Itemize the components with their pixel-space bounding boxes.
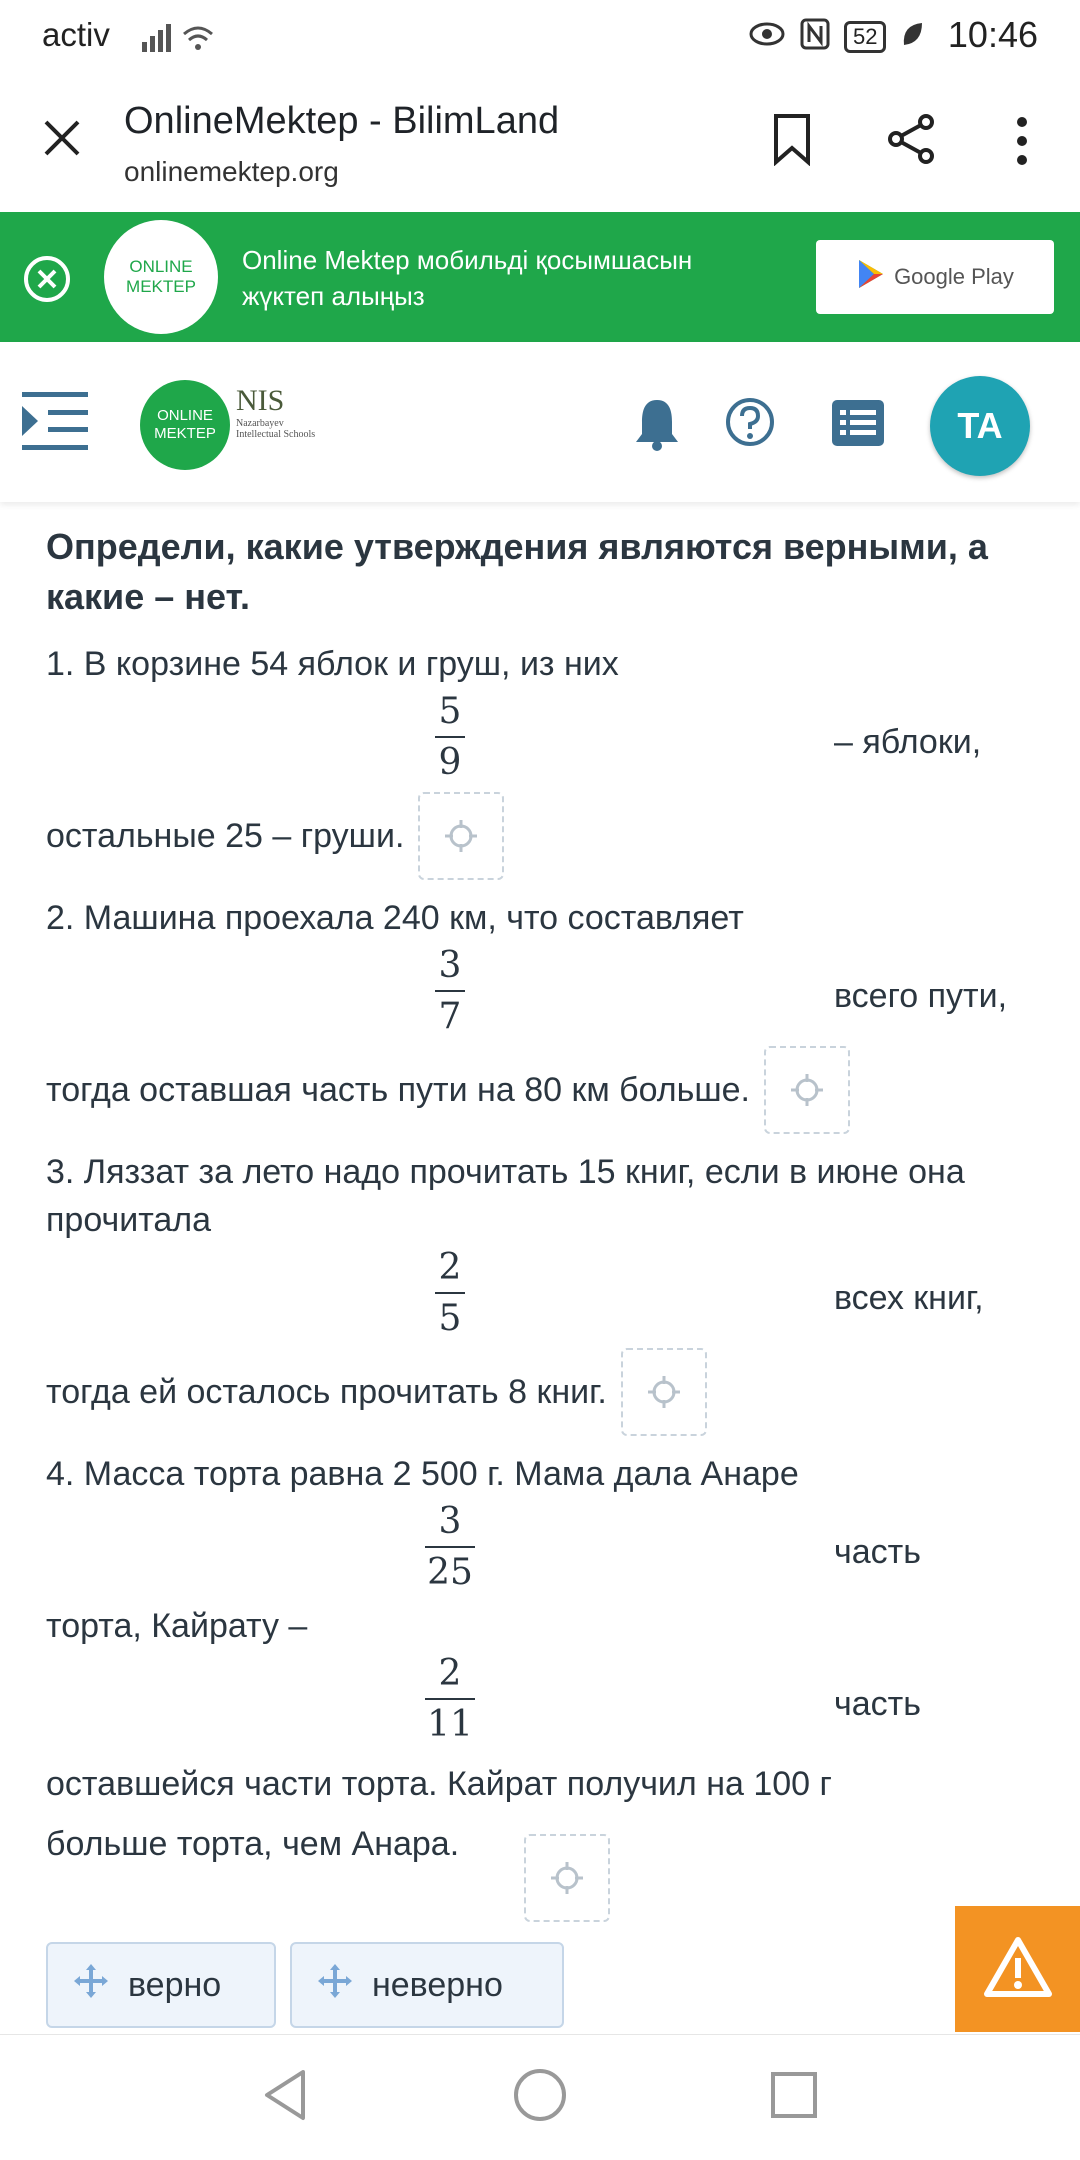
- app-download-banner: [0, 212, 1080, 342]
- statement-end-text: оставшейся части торта. Кайрат получил на 100 г больше торта, чем Анара.: [46, 1765, 832, 1863]
- leaf-icon: [900, 19, 924, 54]
- answer-drop-zone[interactable]: [524, 1834, 610, 1922]
- statement-4: [46, 1450, 1036, 1874]
- question-content: [46, 522, 1036, 1888]
- battery-icon: 52: [844, 21, 886, 53]
- google-play-button[interactable]: [816, 240, 1054, 314]
- app-header: [0, 342, 1080, 502]
- denominator: 7: [438, 996, 462, 1037]
- close-icon[interactable]: [40, 116, 84, 165]
- menu-toggle-icon[interactable]: [22, 390, 90, 457]
- report-problem-button[interactable]: [955, 1906, 1080, 2032]
- fraction: [420, 942, 480, 1042]
- answer-chip-false[interactable]: [290, 1942, 564, 2028]
- online-mektep-logo: [104, 220, 218, 334]
- drag-move-icon: [72, 1962, 110, 2009]
- numerator: 3: [438, 945, 462, 986]
- target-icon: [549, 1860, 585, 1896]
- statement-3: [46, 1148, 1036, 1436]
- answer-false-label: неверно: [372, 1965, 503, 2004]
- logo-text: MEKTEP: [154, 425, 216, 442]
- drag-move-icon: [316, 1962, 354, 2009]
- status-icons: [748, 18, 924, 55]
- statement-tail: часть: [834, 1685, 921, 1723]
- page-url: onlinemektep.org: [124, 156, 339, 187]
- answer-drop-zone[interactable]: [764, 1046, 850, 1134]
- statement-tail: всех книг,: [834, 1279, 984, 1317]
- logo-text: ONLINE: [129, 257, 193, 276]
- statement-end: тогда ей осталось прочитать 8 книг.: [46, 1373, 607, 1411]
- status-bar: [0, 0, 1080, 76]
- nis-logo: [236, 384, 316, 440]
- home-icon[interactable]: [512, 2067, 568, 2128]
- recents-icon[interactable]: [769, 2070, 819, 2125]
- denominator: 5: [438, 1298, 462, 1339]
- numerator: 5: [438, 691, 462, 732]
- answer-true-label: верно: [128, 1965, 222, 2004]
- nis-subtitle: Nazarbayev Intellectual Schools: [236, 418, 316, 440]
- statement-1: [46, 640, 1036, 880]
- logo-text: MEKTEP: [126, 277, 196, 296]
- nfc-icon: [800, 18, 830, 55]
- question-title: Определи, какие утверждения являются верными, а какие – нет.: [46, 526, 988, 617]
- statement-lead: 3. Ляззат за лето надо прочитать 15 книг, если в июне она прочитала: [46, 1153, 965, 1239]
- system-nav-bar: [0, 2034, 1080, 2160]
- numerator: 2: [438, 1247, 462, 1288]
- online-mektep-logo[interactable]: [140, 380, 230, 470]
- denominator: 25: [427, 1552, 473, 1593]
- avatar[interactable]: TA: [930, 376, 1030, 476]
- answer-chip-true[interactable]: [46, 1942, 276, 2028]
- answer-drop-zone[interactable]: [418, 792, 504, 880]
- statement-lead: 1. В корзине 54 яблок и груш, из них: [46, 645, 619, 683]
- target-icon: [646, 1374, 682, 1410]
- statement-2: [46, 894, 1036, 1134]
- logo-text: ONLINE: [157, 407, 213, 424]
- back-icon[interactable]: [261, 2068, 311, 2127]
- warning-icon: [983, 1936, 1053, 2003]
- dismiss-icon[interactable]: [22, 254, 72, 309]
- help-icon[interactable]: [724, 396, 776, 453]
- statement-mid: торта, Кайрату –: [46, 1607, 308, 1645]
- fraction: [420, 1498, 480, 1598]
- bookmark-icon[interactable]: [770, 112, 814, 171]
- list-icon[interactable]: [832, 400, 884, 451]
- target-icon: [443, 818, 479, 854]
- carrier-name: activ: [42, 16, 110, 53]
- signal-icon: [140, 20, 220, 59]
- statement-tail: часть: [834, 1533, 921, 1571]
- statement-end: тогда оставшая часть пути на 80 км больше.: [46, 1071, 750, 1109]
- bell-icon[interactable]: [632, 396, 682, 457]
- eye-icon: [748, 19, 786, 54]
- statement-end: остальные 25 – груши.: [46, 817, 405, 855]
- nis-title: NIS: [236, 384, 285, 417]
- answer-drop-zone[interactable]: [621, 1348, 707, 1436]
- statement-lead: 2. Машина проехала 240 км, что составляет: [46, 899, 744, 937]
- statement-tail: всего пути,: [834, 977, 1008, 1015]
- fraction: [420, 1650, 480, 1750]
- target-icon: [789, 1072, 825, 1108]
- denominator: 11: [427, 1704, 473, 1745]
- share-icon[interactable]: [884, 112, 938, 171]
- fraction: [420, 688, 480, 788]
- page-title: OnlineMektep - BilimLand: [124, 100, 560, 142]
- browser-header: [0, 76, 1080, 212]
- play-store-icon: [856, 258, 886, 296]
- banner-text: Online Mektep мобильді қосымшасын жүктеп алыңыз: [242, 245, 693, 311]
- fraction: [420, 1244, 480, 1344]
- numerator: 2: [438, 1653, 462, 1694]
- numerator: 3: [438, 1501, 462, 1542]
- statement-end: [46, 1754, 946, 1874]
- more-menu-icon[interactable]: [1008, 116, 1036, 171]
- statement-tail: – яблоки,: [834, 723, 982, 761]
- statement-lead: 4. Масса торта равна 2 500 г. Мама дала Анаре: [46, 1455, 799, 1493]
- clock: 10:46: [947, 14, 1038, 55]
- google-play-label: Google Play: [894, 264, 1014, 289]
- denominator: 9: [438, 742, 462, 783]
